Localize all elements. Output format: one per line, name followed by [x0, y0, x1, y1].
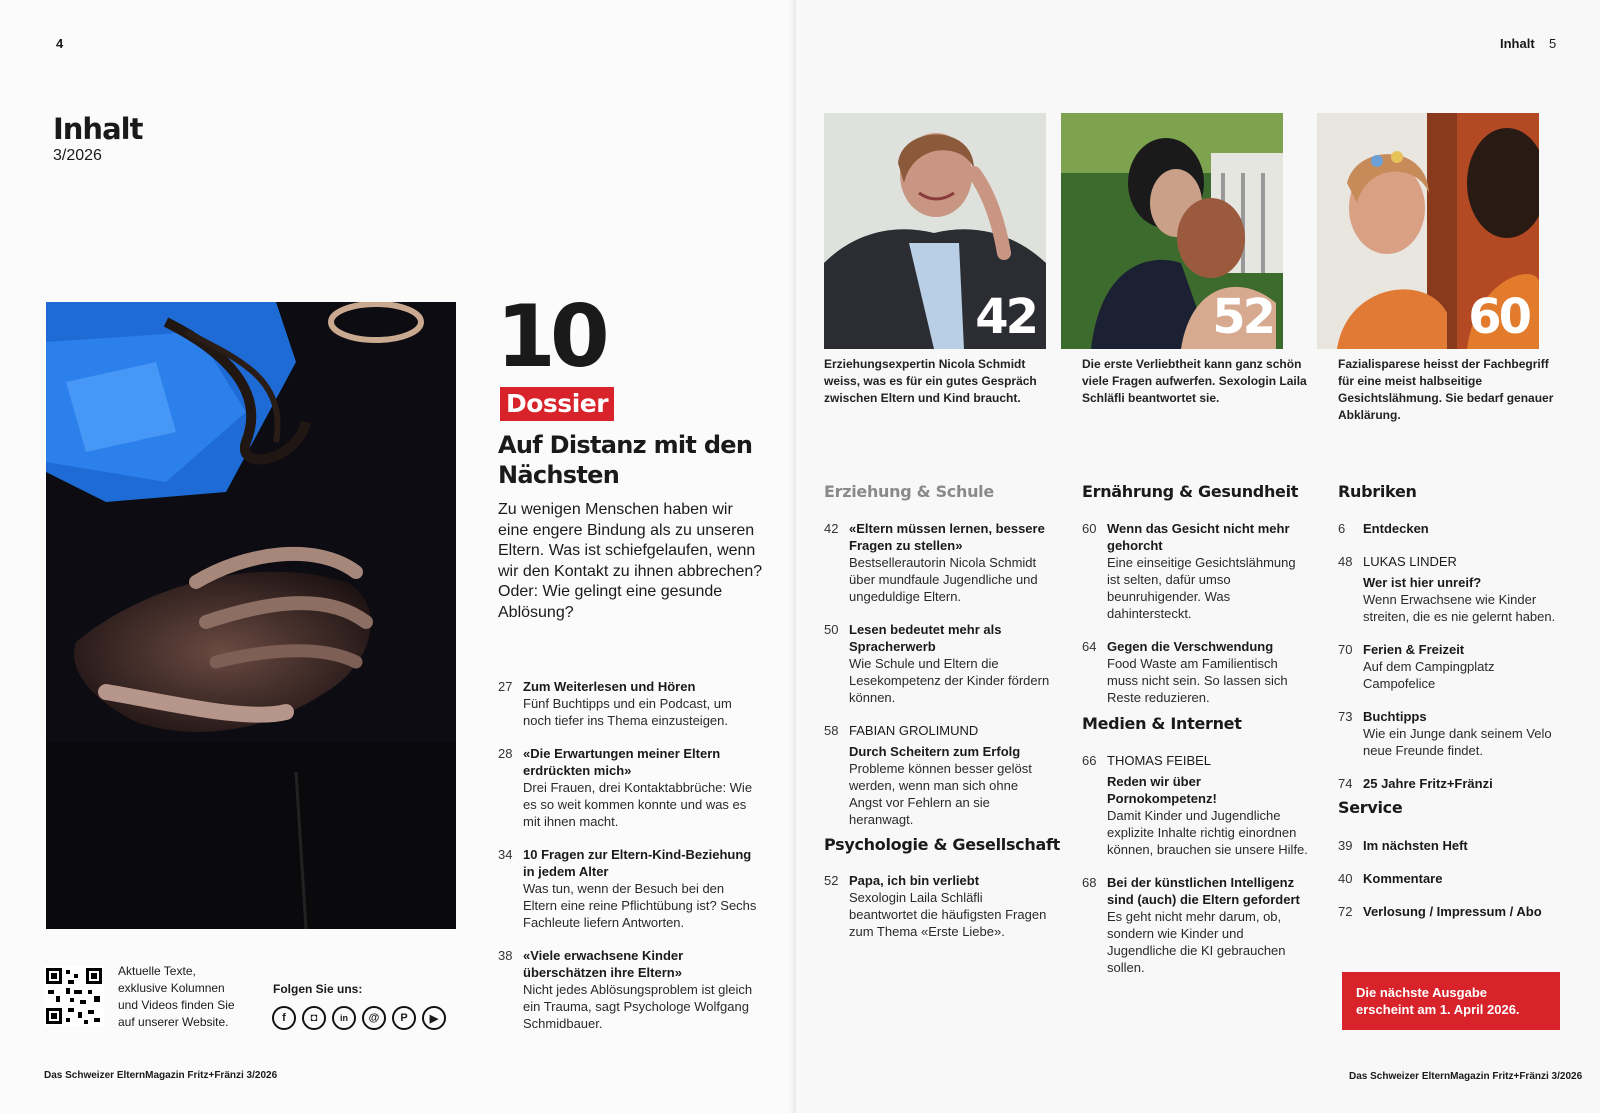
teaser-photo-52[interactable]	[1061, 113, 1283, 349]
section-erziehung	[824, 520, 1054, 844]
right-page	[796, 0, 1600, 1113]
toc-entry[interactable]	[498, 678, 758, 729]
linkedin-icon[interactable]: in	[332, 1006, 356, 1030]
toc-entry[interactable]	[1338, 641, 1568, 692]
teaser-photo-42[interactable]	[824, 113, 1046, 349]
entry-page: 74	[1338, 776, 1353, 791]
entry-page: 40	[1338, 871, 1353, 886]
entry-desc: Eine einseitige Gesichtslähmung ist selten, dafür umso beunruhigender. Was dahintersteckt.	[1107, 555, 1296, 621]
teaser-caption: Die erste Verliebtheit kann ganz schön viele Fragen aufwerfen. Sexologin Laila Schläfli beantwortet sie.	[1082, 357, 1307, 405]
toc-entry[interactable]	[824, 722, 1054, 828]
entry-page: 58	[824, 723, 839, 738]
entry-desc: Es geht nicht mehr darum, ob, sondern wie Kinder und Jugendliche die KI gebrauchen sollen.	[1107, 909, 1286, 975]
dossier-page-number: 10	[496, 287, 604, 387]
threads-icon[interactable]: @	[362, 1006, 386, 1030]
section-title-psychologie: Psychologie & Gesellschaft	[824, 835, 1060, 854]
youtube-icon[interactable]: ▶	[422, 1006, 446, 1030]
entry-title: «Eltern müssen lernen, bessere Fragen zu stellen»	[849, 521, 1045, 553]
toc-entry[interactable]	[1338, 553, 1568, 625]
entry-page: 50	[824, 622, 839, 637]
entry-page: 34	[498, 847, 513, 862]
section-title-erziehung: Erziehung & Schule	[824, 482, 994, 501]
teaser-caption: Fazialisparese heisst der Fachbegriff für eine meist halbseitige Gesichtslähmung. Sie bedarf genauer Abklärung.	[1338, 357, 1554, 422]
entry-title: Kommentare	[1363, 871, 1443, 886]
next-issue-promo: Die nächste Ausgabe erscheint am 1. April 2026.	[1342, 972, 1560, 1030]
entry-title: 10 Fragen zur Eltern-Kind-Beziehung in jedem Alter	[523, 847, 752, 879]
section-title-rubriken: Rubriken	[1338, 482, 1417, 501]
teaser-caption: Erziehungsexpertin Nicola Schmidt weiss, was es für ein gutes Gespräch zwischen Eltern und Kind braucht.	[824, 357, 1037, 405]
entry-title: Entdecken	[1363, 521, 1429, 536]
entry-title: «Die Erwartungen meiner Eltern erdrückten mich»	[523, 746, 721, 778]
entry-page: 38	[498, 948, 513, 963]
entry-title: Wenn das Gesicht nicht mehr gehorcht	[1107, 521, 1290, 553]
entry-page: 42	[824, 521, 839, 536]
footer-right: Das Schweizer ElternMagazin Fritz+Fränzi 3/2026	[1349, 1071, 1583, 1082]
section-service	[1338, 837, 1568, 936]
page-number-right: 5	[1549, 36, 1557, 51]
toc-entry[interactable]	[824, 872, 1054, 940]
entry-page: 48	[1338, 554, 1353, 569]
section-medien	[1082, 752, 1312, 992]
entry-desc: Wie Schule und Eltern die Lesekompetenz der Kinder fördern können.	[849, 656, 1050, 705]
qr-code-icon[interactable]	[44, 966, 104, 1026]
entry-desc: Probleme können besser gelöst werden, wenn man sich ohne Angst vor Fehlern an sie heranwagt.	[849, 761, 1032, 827]
entry-page: 70	[1338, 642, 1353, 657]
entry-desc: Damit Kinder und Jugendliche explizite Inhalte richtig einordnen können, brauchen sie unsere Hilfe.	[1107, 808, 1308, 857]
entry-author: FABIAN GROLIMUND	[849, 723, 979, 738]
teaser-page-number: 42	[975, 289, 1036, 345]
entry-page: 72	[1338, 904, 1353, 919]
toc-entry[interactable]	[1082, 874, 1312, 976]
entry-title: Lesen bedeutet mehr als Spracherwerb	[849, 622, 1002, 654]
section-title-service: Service	[1338, 798, 1403, 817]
page-title: Inhalt	[53, 112, 143, 146]
entry-desc: Fünf Buchtipps und ein Podcast, um noch tiefer ins Thema einzusteigen.	[523, 696, 732, 728]
toc-entry[interactable]	[1338, 708, 1568, 759]
entry-page: 73	[1338, 709, 1353, 724]
section-rubriken	[1338, 520, 1568, 808]
entry-title: Zum Weiterlesen und Hören	[523, 679, 696, 694]
toc-entry[interactable]	[1338, 870, 1568, 887]
entry-page: 27	[498, 679, 513, 694]
entry-desc: Drei Frauen, drei Kontaktabbrüche: Wie es so weit kommen konnte und was es mit ihnen macht.	[523, 780, 753, 829]
left-page	[0, 0, 796, 1113]
entry-title: 25 Jahre Fritz+Fränzi	[1363, 776, 1493, 791]
entry-page: 39	[1338, 838, 1353, 853]
entry-desc: Was tun, wenn der Besuch bei den Eltern eine reine Pflichtübung ist? Sechs Fachleute liefern Antworten.	[523, 881, 757, 930]
footer-left: Das Schweizer ElternMagazin Fritz+Fränzi 3/2026	[44, 1070, 278, 1081]
dossier-photo-art	[46, 302, 456, 929]
toc-entry[interactable]	[1082, 752, 1312, 858]
entry-author: THOMAS FEIBEL	[1107, 753, 1212, 768]
entry-desc: Nicht jedes Ablösungsproblem ist gleich ein Trauma, sagt Psychologe Wolfgang Schmidbauer.	[523, 982, 753, 1031]
section-title-ernaehrung: Ernährung & Gesundheit	[1082, 482, 1299, 501]
entry-title: Im nächsten Heft	[1363, 838, 1468, 853]
entry-desc: Auf dem Campingplatz Campofelice	[1363, 659, 1495, 691]
entry-author: LUKAS LINDER	[1363, 554, 1457, 569]
toc-entry[interactable]	[824, 520, 1054, 605]
entry-desc: Wie ein Junge dank seinem Velo neue Freunde findet.	[1363, 726, 1552, 758]
toc-entry[interactable]	[824, 621, 1054, 706]
toc-entry[interactable]	[1338, 903, 1568, 920]
toc-entry[interactable]	[1082, 520, 1312, 622]
entry-title: Verlosung / Impressum / Abo	[1363, 904, 1542, 919]
section-ernaehrung	[1082, 520, 1312, 722]
follow-label: Folgen Sie uns:	[273, 982, 363, 996]
entry-page: 28	[498, 746, 513, 761]
entry-page: 6	[1338, 521, 1346, 536]
entry-title: Durch Scheitern zum Erfolg	[849, 744, 1021, 759]
entry-title: Papa, ich bin verliebt	[849, 873, 980, 888]
entry-page: 68	[1082, 875, 1097, 890]
teaser-page-number: 52	[1212, 289, 1273, 345]
entry-desc: Bestsellerautorin Nicola Schmidt über mundfaule Jugendliche und ungeduldige Eltern.	[849, 555, 1038, 604]
toc-entry[interactable]	[1338, 775, 1568, 792]
entry-page: 64	[1082, 639, 1097, 654]
dossier-headline[interactable]: Auf Distanz mit den Nächsten	[498, 431, 753, 489]
instagram-icon[interactable]: ◘	[302, 1006, 326, 1030]
toc-entry[interactable]	[498, 846, 758, 931]
entry-title: Ferien & Freizeit	[1363, 642, 1465, 657]
dossier-lead: Zu wenigen Menschen haben wir eine engere Bindung als zu unseren Eltern. Was ist schiefgelaufen, wenn wir den Kontakt zu ihnen abbrechen? Oder: Wie gelingt eine gesunde Ablösung?	[498, 501, 763, 621]
website-note: Aktuelle Texte, exklusive Kolumnen und Videos finden Sie auf unserer Website.	[118, 964, 235, 1029]
entry-page: 52	[824, 873, 839, 888]
toc-entry[interactable]	[1338, 520, 1568, 537]
issue-label: 3/2026	[53, 147, 102, 164]
entry-page: 66	[1082, 753, 1097, 768]
entry-desc: Food Waste am Familientisch muss nicht sein. So lassen sich Reste reduzieren.	[1107, 656, 1288, 705]
pinterest-icon[interactable]: P	[392, 1006, 416, 1030]
toc-entry[interactable]	[498, 947, 758, 1032]
teaser-page-number: 60	[1468, 289, 1529, 345]
dossier-entries	[498, 678, 758, 1048]
entry-desc: Sexologin Laila Schläfli beantwortet die häufigsten Fragen zum Thema «Erste Liebe».	[849, 890, 1047, 939]
toc-entry[interactable]	[1082, 638, 1312, 706]
entry-title: «Viele erwachsene Kinder überschätzen ihre Eltern»	[523, 948, 684, 980]
entry-title: Buchtipps	[1363, 709, 1427, 724]
page-number-left: 4	[56, 36, 64, 51]
running-head: Inhalt	[1500, 36, 1535, 51]
teaser-photo-60[interactable]	[1317, 113, 1539, 349]
section-title-medien: Medien & Internet	[1082, 714, 1242, 733]
entry-title: Bei der künstlichen Intelligenz sind (auch) die Eltern gefordert	[1107, 875, 1300, 907]
facebook-icon[interactable]: f	[272, 1006, 296, 1030]
entry-desc: Wenn Erwachsene wie Kinder streiten, die es nie gelernt haben.	[1363, 592, 1556, 624]
section-psychologie	[824, 872, 1054, 956]
entry-title: Gegen die Verschwendung	[1107, 639, 1274, 654]
entry-title: Wer ist hier unreif?	[1363, 575, 1482, 590]
dossier-photo	[46, 302, 456, 929]
dossier-badge: Dossier	[500, 387, 614, 421]
social-icons	[272, 1006, 446, 1030]
entry-page: 60	[1082, 521, 1097, 536]
entry-title: Reden wir über Pornokompetenz!	[1107, 774, 1217, 806]
toc-entry[interactable]	[1338, 837, 1568, 854]
toc-entry[interactable]	[498, 745, 758, 830]
